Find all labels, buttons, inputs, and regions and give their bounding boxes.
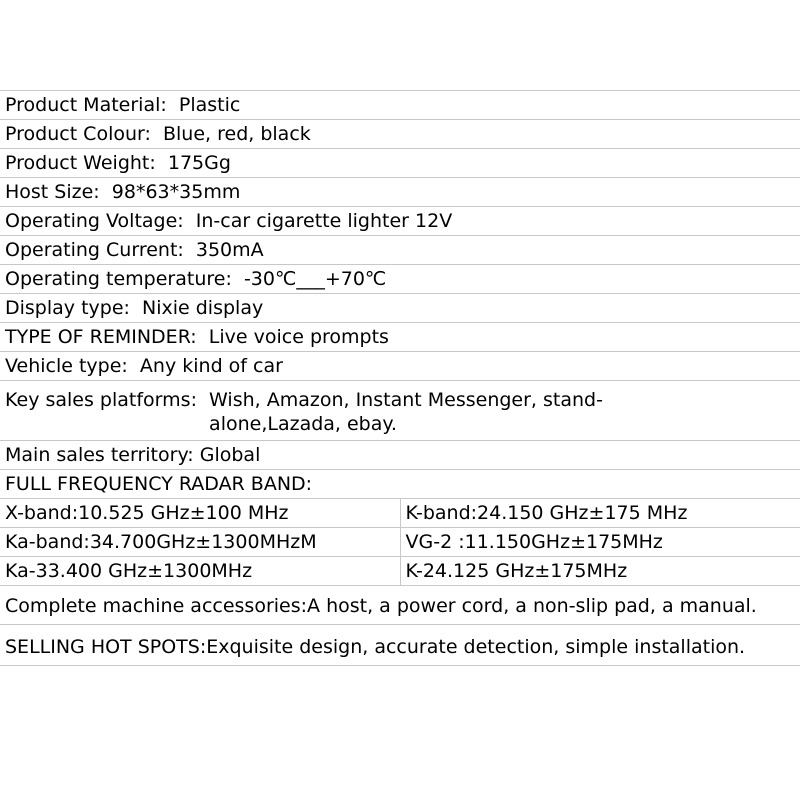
spec-row-territory: [0, 441, 800, 470]
spec-value: 350mA: [195, 239, 264, 261]
spec-value: Exquisite design, accurate detection, simple installation.: [206, 636, 746, 658]
radar-band-cell: K-band:24.150 GHz±175 MHz: [400, 499, 800, 528]
spec-label: Key sales platforms:: [5, 389, 210, 411]
spec-row-platforms: [0, 381, 800, 441]
spec-label: Operating temperature:: [5, 268, 244, 290]
spec-row-display-type: [0, 294, 800, 323]
spec-row-accessories: [0, 586, 800, 625]
spec-row-colour: [0, 120, 800, 149]
spec-table: [0, 90, 800, 666]
spec-row-weight: [0, 149, 800, 178]
radar-heading: FULL FREQUENCY RADAR BAND:: [0, 470, 800, 499]
spec-label: Complete machine accessories:: [5, 595, 308, 617]
radar-band-cell: Ka-33.400 GHz±1300MHz: [0, 557, 400, 586]
spec-label: Operating Voltage:: [5, 210, 196, 232]
radar-heading-row: [0, 470, 800, 499]
spec-value: Plastic: [178, 94, 241, 116]
spec-value: Wish, Amazon, Instant Messenger, stand-alone,Lazada, ebay.: [209, 389, 603, 435]
spec-value: Live voice prompts: [208, 326, 389, 348]
radar-band-row: [0, 528, 800, 557]
spec-label: Product Weight:: [5, 152, 168, 174]
spec-label: Vehicle type:: [5, 355, 140, 377]
spec-value: -30℃___+70℃: [243, 268, 387, 290]
radar-band-row: [0, 499, 800, 528]
radar-band-row: [0, 557, 800, 586]
spec-label: Main sales territory:: [5, 444, 200, 466]
spec-label: SELLING HOT SPOTS:: [5, 636, 207, 658]
radar-band-cell: VG-2 :11.150GHz±175MHz: [400, 528, 800, 557]
radar-band-cell: K-24.125 GHz±175MHz: [400, 557, 800, 586]
spec-row-reminder: [0, 323, 800, 352]
spec-label: Product Colour:: [5, 123, 163, 145]
spec-label: Display type:: [5, 297, 142, 319]
radar-band-cell: X-band:10.525 GHz±100 MHz: [0, 499, 400, 528]
spec-value: Any kind of car: [139, 355, 283, 377]
spec-label: Host Size:: [5, 181, 112, 203]
spec-label: Product Material:: [5, 94, 179, 116]
spec-row-vehicle-type: [0, 352, 800, 381]
spec-label: TYPE OF REMINDER:: [5, 326, 209, 348]
spec-value: 175Gg: [167, 152, 231, 174]
spec-value: A host, a power cord, a non-slip pad, a manual.: [307, 595, 757, 617]
spec-value: Nixie display: [142, 297, 264, 319]
spec-value: In-car cigarette lighter 12V: [195, 210, 453, 232]
spec-row-voltage: [0, 207, 800, 236]
spec-row-selling-points: [0, 625, 800, 666]
spec-row-temperature: [0, 265, 800, 294]
spec-value: Global: [199, 444, 261, 466]
spec-row-current: [0, 236, 800, 265]
spec-label: Operating Current:: [5, 239, 196, 261]
spec-value: Blue, red, black: [162, 123, 311, 145]
radar-band-cell: Ka-band:34.700GHz±1300MHzM: [0, 528, 400, 557]
spec-row-host-size: [0, 178, 800, 207]
spec-row-material: [0, 91, 800, 120]
spec-value: 98*63*35mm: [111, 181, 241, 203]
